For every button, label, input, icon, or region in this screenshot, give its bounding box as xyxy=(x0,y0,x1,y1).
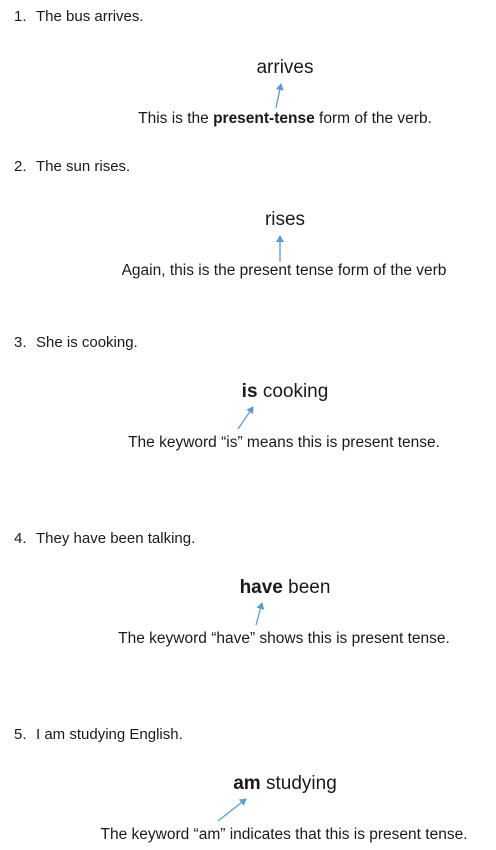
explanation-text xyxy=(118,630,450,648)
explanation-part: This is the xyxy=(138,110,214,127)
explanation-part: The keyword “am” indicates that this is present tense. xyxy=(100,826,468,843)
explanation-part: The keyword “have” shows this is present tense. xyxy=(118,630,450,647)
list-item xyxy=(14,726,183,744)
highlighted-verb xyxy=(265,209,305,231)
example-sentence: She is cooking. xyxy=(36,334,138,351)
explanation-text xyxy=(101,826,468,844)
keyword-bold: have xyxy=(239,577,283,598)
highlighted-verb xyxy=(240,577,331,599)
item-number: 5. xyxy=(14,726,27,743)
keyword-text: rises xyxy=(264,209,306,230)
item-number: 2. xyxy=(14,158,27,175)
keyword-text: cooking xyxy=(257,381,329,402)
keyword-bold: is xyxy=(241,381,258,402)
keyword-text: been xyxy=(282,577,331,598)
explanation-text xyxy=(128,434,440,452)
highlighted-verb xyxy=(242,381,329,403)
example-sentence: The sun rises. xyxy=(36,158,131,175)
list-item xyxy=(14,334,138,352)
keyword-text: arrives xyxy=(256,57,314,78)
keyword-text: studying xyxy=(260,773,337,794)
arrow-5 xyxy=(218,799,246,821)
example-sentence: The bus arrives. xyxy=(36,8,144,25)
explanation-part: The keyword “is” means this is present tense. xyxy=(128,434,440,451)
arrow-1 xyxy=(276,84,281,108)
item-number: 3. xyxy=(14,334,27,351)
explanation-bold: present-tense xyxy=(213,110,315,127)
arrow-3 xyxy=(238,407,253,429)
item-number: 4. xyxy=(14,530,27,547)
arrow-4 xyxy=(256,603,262,625)
example-sentence: They have been talking. xyxy=(36,530,196,547)
explanation-part: form of the verb. xyxy=(314,110,432,127)
list-item xyxy=(14,158,130,176)
list-item xyxy=(14,530,195,548)
item-number: 1. xyxy=(14,8,27,25)
explanation-part: Again, this is the present tense form of the verb xyxy=(121,262,447,279)
example-sentence: I am studying English. xyxy=(36,726,183,743)
keyword-bold: am xyxy=(233,773,261,794)
highlighted-verb xyxy=(233,773,337,795)
explanation-text xyxy=(138,110,432,128)
highlighted-verb xyxy=(256,57,313,79)
list-item xyxy=(14,8,144,26)
explanation-text xyxy=(122,262,447,280)
